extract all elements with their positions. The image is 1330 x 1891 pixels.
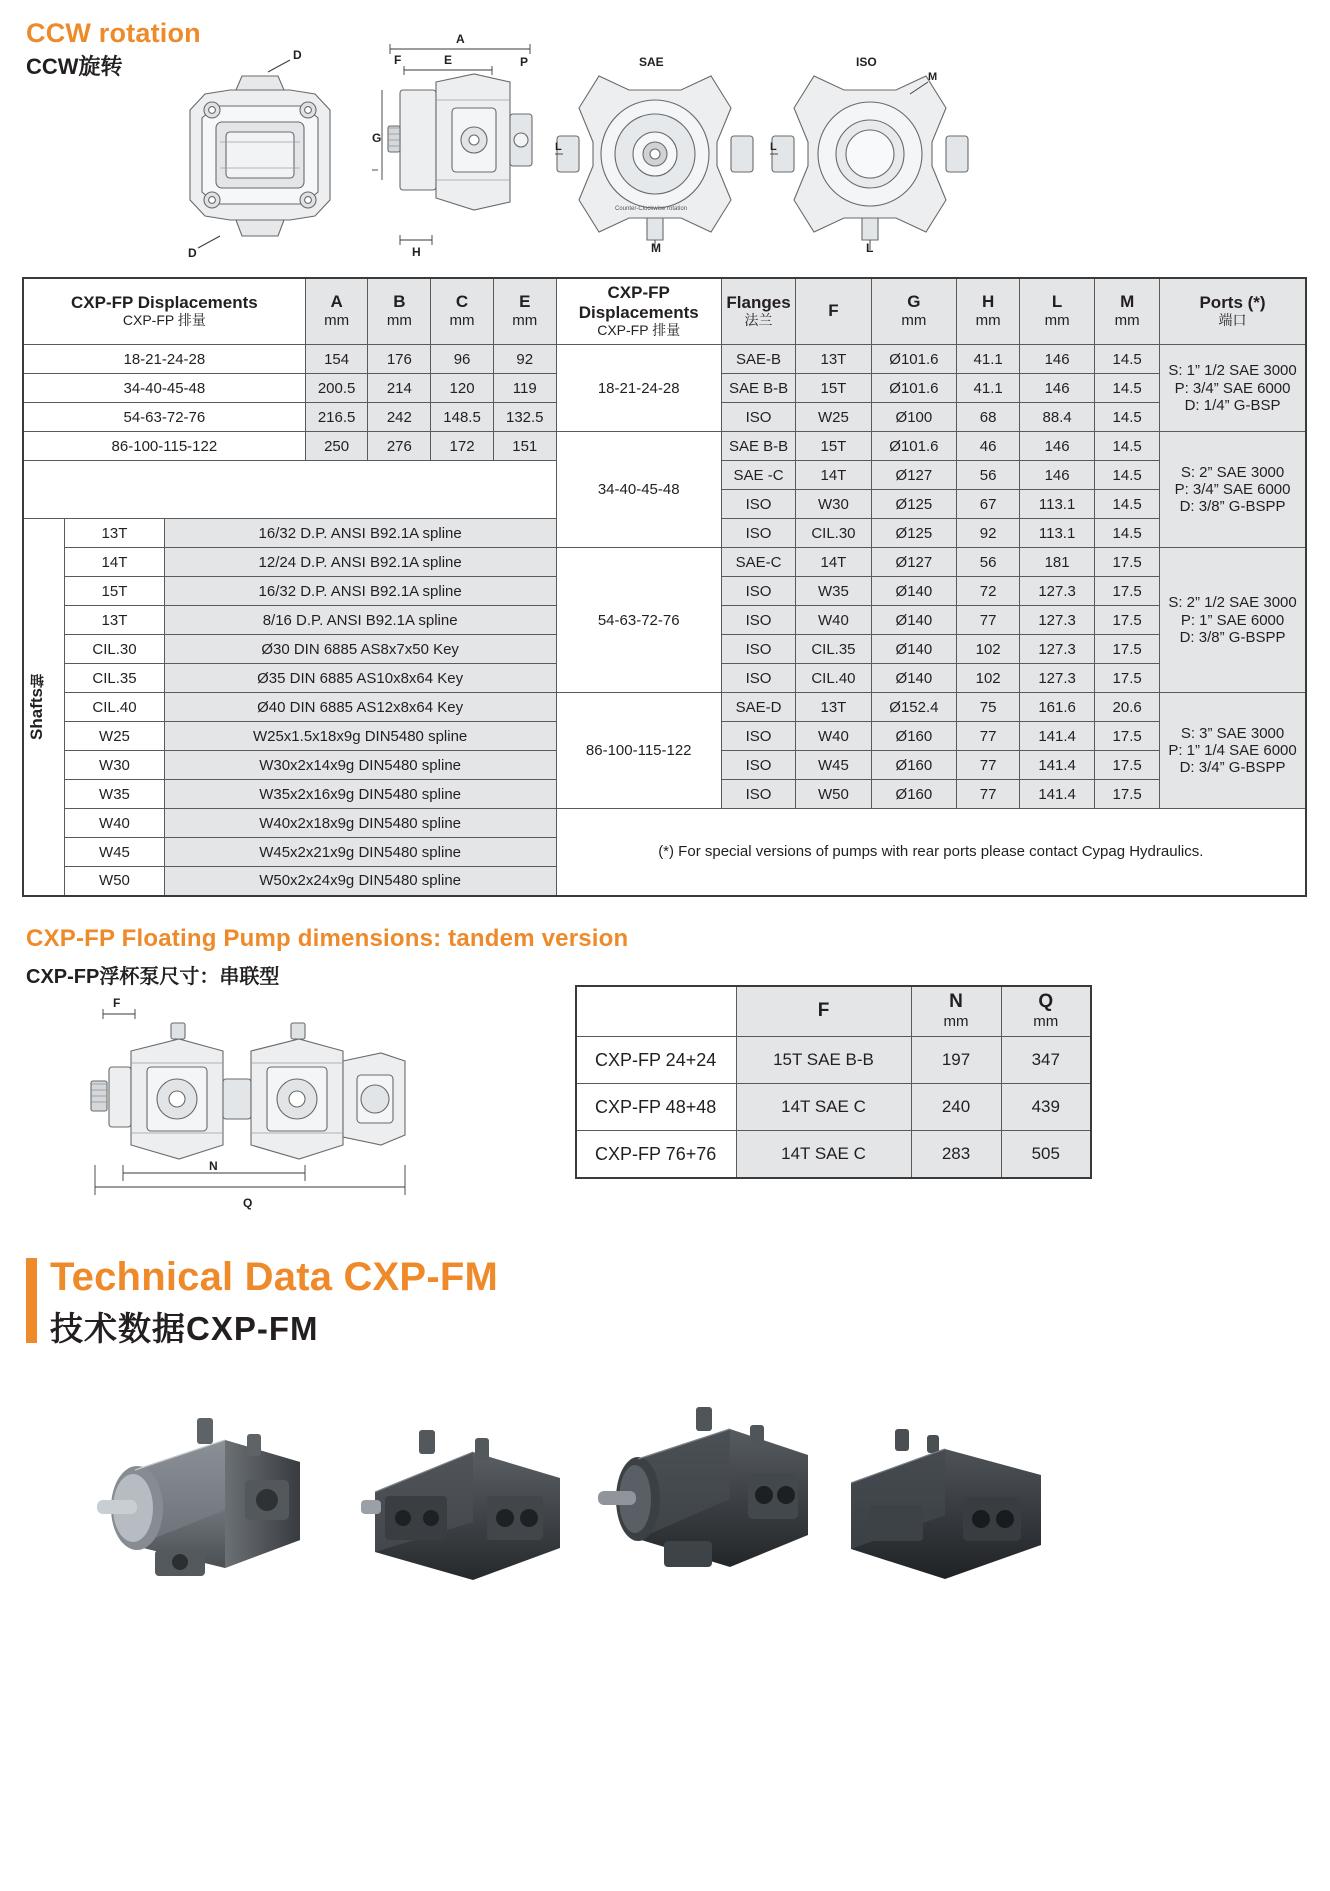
cell-H: 102	[957, 635, 1020, 664]
ports-line-s: S: 2” 1/2 SAE 3000	[1168, 594, 1297, 612]
header-col-M: M mm	[1095, 278, 1160, 345]
svg-text:G: G	[372, 131, 382, 145]
tandem-cell-F: 14T SAE C	[736, 1131, 911, 1178]
ports-line-s: S: 1” 1/2 SAE 3000	[1168, 362, 1297, 380]
tandem-pump-drawing	[75, 995, 455, 1215]
cell-M: 17.5	[1095, 548, 1160, 577]
tandem-header-row	[576, 986, 1091, 1037]
page-title-cn: CCW旋转	[26, 54, 123, 79]
cell-L: 146	[1019, 345, 1094, 374]
cell-disp-right-0: 18-21-24-28	[556, 345, 721, 432]
tandem-cell-name: CXP-FP 48+48	[576, 1084, 736, 1131]
table-row	[23, 345, 1306, 374]
cell-G: Ø101.6	[871, 432, 957, 461]
cell-flange: ISO	[721, 664, 795, 693]
cell-L: 141.4	[1019, 722, 1094, 751]
svg-text:A: A	[456, 32, 465, 46]
cell-G: Ø140	[871, 577, 957, 606]
svg-text:L: L	[866, 241, 874, 255]
table-row	[23, 432, 1306, 461]
cell-flange: ISO	[721, 751, 795, 780]
cell-L: 127.3	[1019, 664, 1094, 693]
cell-M: 17.5	[1095, 722, 1160, 751]
svg-text:Counter-Clockwise rotation: Counter-Clockwise rotation	[615, 206, 688, 212]
cell-B-3: 276	[368, 432, 431, 461]
cell-H: 77	[957, 606, 1020, 635]
cell-L: 113.1	[1019, 490, 1094, 519]
svg-text:M: M	[651, 241, 661, 255]
header-col-A: A mm	[305, 278, 368, 345]
cell-flange: ISO	[721, 403, 795, 432]
table-row	[23, 548, 1306, 577]
cell-flange: ISO	[721, 635, 795, 664]
cell-F: 14T	[796, 461, 871, 490]
header-col-E: E mm	[493, 278, 556, 345]
cell-B-1: 214	[368, 374, 431, 403]
cell-E-0: 92	[493, 345, 556, 374]
cell-shaft-code: 15T	[65, 577, 164, 606]
svg-text:D: D	[188, 246, 197, 260]
header-flanges: Flanges 法兰	[721, 278, 795, 345]
cell-flange: ISO	[721, 606, 795, 635]
cell-L: 161.6	[1019, 693, 1094, 722]
svg-text:Q: Q	[243, 1196, 253, 1210]
cell-shaft-code: 14T	[65, 548, 164, 577]
cell-ports-3	[1160, 693, 1306, 809]
cell-shaft-desc: W50x2x24x9g DIN5480 spline	[164, 867, 556, 896]
cell-shaft-desc: 12/24 D.P. ANSI B92.1A spline	[164, 548, 556, 577]
svg-text:D: D	[293, 50, 302, 62]
cell-L: 127.3	[1019, 606, 1094, 635]
cell-shaft-code: W50	[65, 867, 164, 896]
ports-footnote: (*) For special versions of pumps with rear ports please contact Cypag Hydraulics.	[556, 809, 1306, 896]
cell-H: 77	[957, 780, 1020, 809]
cell-A-3: 250	[305, 432, 368, 461]
svg-text:L: L	[770, 141, 777, 153]
cell-shaft-desc: 16/32 D.P. ANSI B92.1A spline	[164, 519, 556, 548]
table-row	[576, 1131, 1091, 1178]
cell-C-2: 148.5	[431, 403, 494, 432]
cell-M: 14.5	[1095, 345, 1160, 374]
cell-L: 141.4	[1019, 780, 1094, 809]
cell-F: W40	[796, 722, 871, 751]
cell-shaft-desc: 8/16 D.P. ANSI B92.1A spline	[164, 606, 556, 635]
cell-M: 17.5	[1095, 606, 1160, 635]
cell-flange: ISO	[721, 490, 795, 519]
cell-G: Ø125	[871, 519, 957, 548]
technical-data-title: Technical Data CXP-FM	[50, 1255, 498, 1299]
ports-line-s: S: 2” SAE 3000	[1180, 463, 1285, 481]
product-photo-3	[590, 1395, 820, 1605]
cell-disp-left-3: 86-100-115-122	[23, 432, 305, 461]
tandem-header-N: N mm	[911, 986, 1001, 1037]
cell-G: Ø127	[871, 461, 957, 490]
cell-F: W50	[796, 780, 871, 809]
header-col-L: L mm	[1019, 278, 1094, 345]
cell-G: Ø160	[871, 722, 957, 751]
cell-M: 14.5	[1095, 490, 1160, 519]
cell-ports-2	[1160, 548, 1306, 693]
cell-shaft-code: W40	[65, 809, 164, 838]
header-displacements-right-en: CXP-FP Displacements	[578, 283, 699, 322]
table-row	[23, 693, 1306, 722]
cell-M: 17.5	[1095, 635, 1160, 664]
cell-F: W40	[796, 606, 871, 635]
tandem-cell-Q: 347	[1001, 1037, 1091, 1084]
header-col-G: G mm	[871, 278, 957, 345]
cell-F: 15T	[796, 374, 871, 403]
cell-M: 14.5	[1095, 461, 1160, 490]
cell-F: 13T	[796, 345, 871, 374]
cell-E-1: 119	[493, 374, 556, 403]
cell-shaft-code: CIL.35	[65, 664, 164, 693]
header-col-C: C mm	[431, 278, 494, 345]
cell-B-2: 242	[368, 403, 431, 432]
table-row	[23, 809, 1306, 838]
product-photo-2	[355, 1400, 575, 1605]
cell-H: 67	[957, 490, 1020, 519]
main-table-header-row	[23, 278, 1306, 345]
cell-H: 56	[957, 548, 1020, 577]
header-col-B: B mm	[368, 278, 431, 345]
ports-line-s: S: 3” SAE 3000	[1180, 724, 1285, 742]
cell-E-2: 132.5	[493, 403, 556, 432]
pump-drawing-view-top	[150, 50, 370, 265]
cell-flange: ISO	[721, 577, 795, 606]
cell-flange: SAE-B	[721, 345, 795, 374]
cell-A-0: 154	[305, 345, 368, 374]
tandem-header-F: F	[736, 986, 911, 1037]
tandem-title: CXP-FP Floating Pump dimensions: tandem version	[26, 925, 629, 952]
cell-F: CIL.35	[796, 635, 871, 664]
tandem-cell-Q: 505	[1001, 1131, 1091, 1178]
tandem-cell-N: 240	[911, 1084, 1001, 1131]
ports-line-d: D: 1/4” G-BSP	[1184, 396, 1281, 414]
cell-H: 41.1	[957, 345, 1020, 374]
tandem-cell-name: CXP-FP 24+24	[576, 1037, 736, 1084]
cell-shaft-code: 13T	[65, 519, 164, 548]
table-row	[576, 1084, 1091, 1131]
pump-drawing-iso-flange	[770, 50, 970, 255]
cell-shaft-code: W35	[65, 780, 164, 809]
cell-F: W25	[796, 403, 871, 432]
svg-text:P: P	[520, 55, 529, 69]
cell-L: 127.3	[1019, 635, 1094, 664]
svg-text:F: F	[113, 996, 121, 1010]
tandem-cell-F: 15T SAE B-B	[736, 1037, 911, 1084]
cell-left-spacer	[23, 461, 556, 519]
ports-line-p: P: 1” 1/4 SAE 6000	[1168, 742, 1297, 760]
cell-flange: SAE-C	[721, 548, 795, 577]
cell-H: 56	[957, 461, 1020, 490]
cell-E-3: 151	[493, 432, 556, 461]
tandem-title-cn: CXP-FP浮杯泵尺寸：串联型	[26, 966, 280, 988]
cell-G: Ø101.6	[871, 374, 957, 403]
cell-M: 17.5	[1095, 751, 1160, 780]
cell-ports-0	[1160, 345, 1306, 432]
cell-shaft-desc: W35x2x16x9g DIN5480 spline	[164, 780, 556, 809]
cell-F: 13T	[796, 693, 871, 722]
cell-F: CIL.40	[796, 664, 871, 693]
svg-text:N: N	[209, 1159, 218, 1173]
cell-shaft-code: 13T	[65, 606, 164, 635]
cell-disp-left-1: 34-40-45-48	[23, 374, 305, 403]
cell-L: 127.3	[1019, 577, 1094, 606]
cell-ports-1	[1160, 432, 1306, 548]
cell-G: Ø140	[871, 606, 957, 635]
cell-G: Ø140	[871, 664, 957, 693]
cell-M: 14.5	[1095, 432, 1160, 461]
cell-shaft-desc: 16/32 D.P. ANSI B92.1A spline	[164, 577, 556, 606]
cell-shaft-code: W45	[65, 838, 164, 867]
cell-M: 17.5	[1095, 780, 1160, 809]
cell-F: W30	[796, 490, 871, 519]
cell-H: 46	[957, 432, 1020, 461]
header-displacements-left-cn: CXP-FP 排量	[122, 312, 206, 329]
header-displacements-left	[23, 278, 305, 345]
svg-text:L: L	[555, 141, 562, 153]
cell-flange: ISO	[721, 780, 795, 809]
cell-G: Ø100	[871, 403, 957, 432]
cell-shaft-desc: W40x2x18x9g DIN5480 spline	[164, 809, 556, 838]
tandem-header-Q: Q mm	[1001, 986, 1091, 1037]
tandem-header-blank	[576, 986, 736, 1037]
header-displacements-left-en: CXP-FP Displacements	[70, 292, 258, 312]
header-ports: Ports (*) 端口	[1160, 278, 1306, 345]
cell-disp-right-1: 34-40-45-48	[556, 432, 721, 548]
cell-L: 181	[1019, 548, 1094, 577]
cell-G: Ø127	[871, 548, 957, 577]
header-col-F: F	[796, 278, 871, 345]
tandem-cell-N: 283	[911, 1131, 1001, 1178]
cell-A-2: 216.5	[305, 403, 368, 432]
cell-F: W45	[796, 751, 871, 780]
section-accent-bar	[26, 1258, 37, 1343]
cell-shaft-desc: Ø30 DIN 6885 AS8x7x50 Key	[164, 635, 556, 664]
ports-line-p: P: 3/4” SAE 6000	[1174, 481, 1291, 499]
cell-F: W35	[796, 577, 871, 606]
cell-G: Ø125	[871, 490, 957, 519]
cell-M: 14.5	[1095, 519, 1160, 548]
cell-M: 14.5	[1095, 403, 1160, 432]
cell-L: 113.1	[1019, 519, 1094, 548]
cell-A-1: 200.5	[305, 374, 368, 403]
product-photo-1	[95, 1400, 315, 1605]
ports-line-p: P: 1” SAE 6000	[1180, 611, 1285, 629]
svg-text:E: E	[444, 53, 453, 67]
cell-G: Ø140	[871, 635, 957, 664]
cell-L: 141.4	[1019, 751, 1094, 780]
svg-text:ISO: ISO	[856, 55, 877, 69]
cell-shaft-desc: W45x2x21x9g DIN5480 spline	[164, 838, 556, 867]
cell-L: 146	[1019, 432, 1094, 461]
cell-flange: ISO	[721, 722, 795, 751]
cell-H: 72	[957, 577, 1020, 606]
cell-C-3: 172	[431, 432, 494, 461]
cell-H: 92	[957, 519, 1020, 548]
cell-L: 146	[1019, 461, 1094, 490]
shafts-label-cn: 轴	[29, 673, 45, 688]
pump-drawing-view-side	[370, 30, 555, 265]
cell-M: 20.6	[1095, 693, 1160, 722]
cell-disp-right-3: 86-100-115-122	[556, 693, 721, 809]
cell-shaft-code: W30	[65, 751, 164, 780]
cell-F: 15T	[796, 432, 871, 461]
cell-H: 77	[957, 722, 1020, 751]
cell-H: 77	[957, 751, 1020, 780]
table-row	[576, 1037, 1091, 1084]
tandem-cell-name: CXP-FP 76+76	[576, 1131, 736, 1178]
cell-H: 41.1	[957, 374, 1020, 403]
cell-H: 102	[957, 664, 1020, 693]
product-photo-4	[835, 1405, 1055, 1605]
cell-L: 146	[1019, 374, 1094, 403]
cell-flange: SAE B-B	[721, 374, 795, 403]
tandem-cell-F: 14T SAE C	[736, 1084, 911, 1131]
shafts-label	[27, 674, 47, 740]
svg-text:M: M	[928, 71, 938, 83]
cell-G: Ø160	[871, 751, 957, 780]
cell-flange: SAE B-B	[721, 432, 795, 461]
cell-H: 75	[957, 693, 1020, 722]
cell-shaft-code: W25	[65, 722, 164, 751]
cell-flange: SAE-D	[721, 693, 795, 722]
cell-shaft-code: CIL.30	[65, 635, 164, 664]
cell-F: 14T	[796, 548, 871, 577]
cell-B-0: 176	[368, 345, 431, 374]
cell-shaft-desc: W30x2x14x9g DIN5480 spline	[164, 751, 556, 780]
svg-text:H: H	[412, 245, 421, 259]
cell-shaft-desc: Ø35 DIN 6885 AS10x8x64 Key	[164, 664, 556, 693]
ports-line-d: D: 3/8” G-BSPP	[1179, 628, 1286, 646]
cell-L: 88.4	[1019, 403, 1094, 432]
cell-G: Ø152.4	[871, 693, 957, 722]
ports-line-d: D: 3/4” G-BSPP	[1179, 759, 1286, 777]
main-dimensions-table	[22, 277, 1307, 897]
cell-shaft-desc: W25x1.5x18x9g DIN5480 spline	[164, 722, 556, 751]
cell-C-1: 120	[431, 374, 494, 403]
svg-text:SAE: SAE	[639, 55, 664, 69]
shafts-label-cell	[23, 519, 65, 896]
cell-shaft-code: CIL.40	[65, 693, 164, 722]
header-displacements-right-cn: CXP-FP 排量	[597, 322, 681, 339]
cell-C-0: 96	[431, 345, 494, 374]
cell-H: 68	[957, 403, 1020, 432]
page-title: CCW rotation	[26, 18, 201, 48]
shafts-label-en: Shafts	[27, 687, 46, 740]
ports-line-p: P: 3/4” SAE 6000	[1174, 379, 1291, 397]
cell-G: Ø160	[871, 780, 957, 809]
header-displacements-right	[556, 278, 721, 345]
cell-disp-left-0: 18-21-24-28	[23, 345, 305, 374]
header-col-H: H mm	[957, 278, 1020, 345]
cell-G: Ø101.6	[871, 345, 957, 374]
cell-M: 17.5	[1095, 664, 1160, 693]
cell-disp-right-2: 54-63-72-76	[556, 548, 721, 693]
cell-flange: SAE -C	[721, 461, 795, 490]
pump-drawing-sae-flange	[555, 50, 755, 255]
cell-M: 17.5	[1095, 577, 1160, 606]
cell-flange: ISO	[721, 519, 795, 548]
tandem-dimensions-table	[575, 985, 1092, 1179]
technical-data-title-cn: 技术数据CXP-FM	[50, 1310, 319, 1347]
cell-disp-left-2: 54-63-72-76	[23, 403, 305, 432]
cell-M: 14.5	[1095, 374, 1160, 403]
tandem-cell-N: 197	[911, 1037, 1001, 1084]
tandem-cell-Q: 439	[1001, 1084, 1091, 1131]
cell-F: CIL.30	[796, 519, 871, 548]
ports-line-d: D: 3/8” G-BSPP	[1179, 498, 1286, 516]
svg-text:F: F	[394, 53, 402, 67]
cell-shaft-desc: Ø40 DIN 6885 AS12x8x64 Key	[164, 693, 556, 722]
